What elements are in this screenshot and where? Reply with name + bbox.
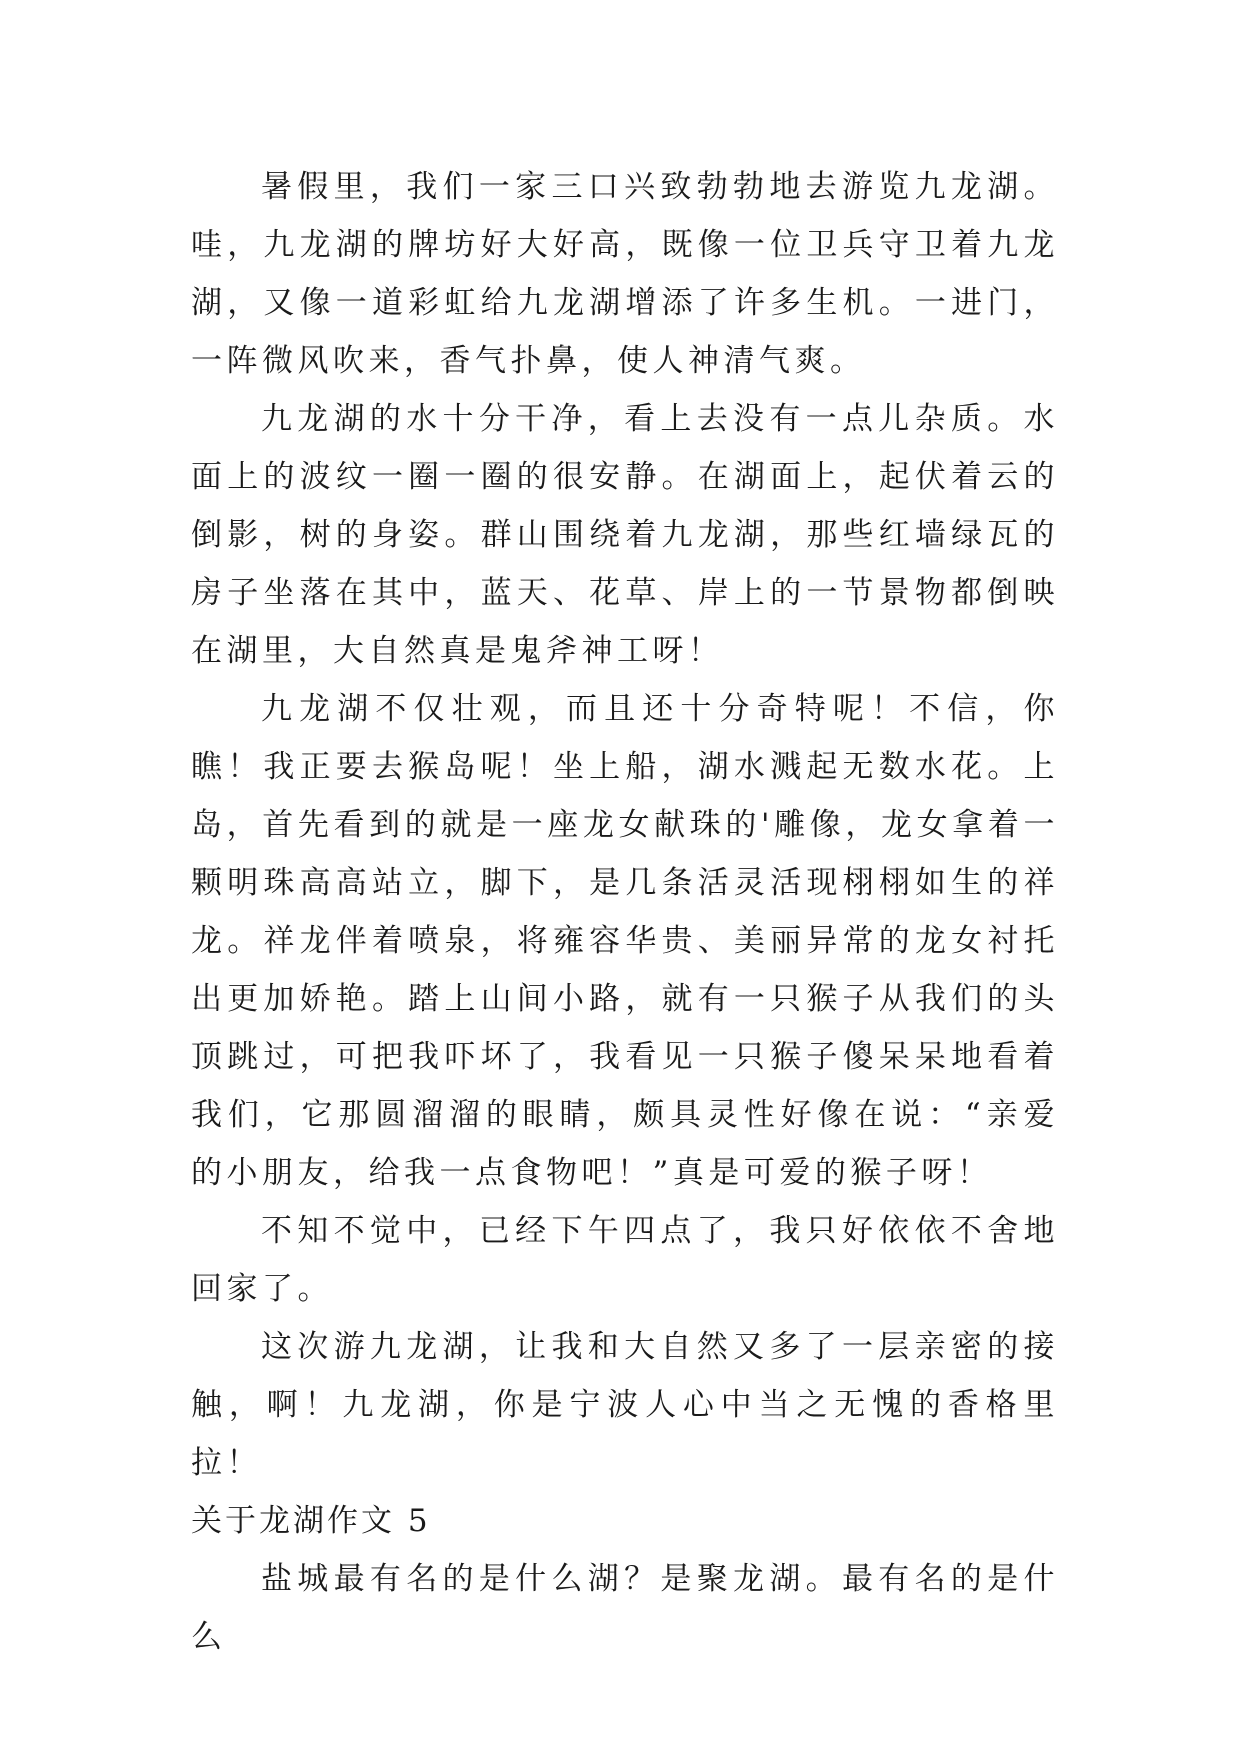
paragraph-lake-water: 九龙湖的水十分干净，看上去没有一点儿杂质。水面上的波纹一圈一圈的很安静。在湖面上，起伏着云的倒影，树的身姿。群山围绕着九龙湖，那些红墙绿瓦的房子坐落在其中，蓝天、花草、岸上的一节景物都倒映在湖里，大自然真是鬼斧神工呀！ (191, 401, 1059, 669)
paragraph-monkey-island: 九龙湖不仅壮观，而且还十分奇特呢！不信，你瞧！我正要去猴岛呢！坐上船，湖水溅起无数水花。上岛，首先看到的就是一座龙女献珠的'雕像，龙女拿着一颗明珠高高站立，脚下，是几条活灵活现栩栩如生的祥龙。祥龙伴着喷泉，将雍容华贵、美丽异常的龙女衬托出更加娇艳。踏上山间小路，就有一只猴子从我们的头顶跳过，可把我吓坏了，我看见一只猴子傻呆呆地看着我们，它那圆溜溜的眼睛，颇具灵性好像在说：“亲爱的小朋友，给我一点食物吧！”真是可爱的猴子呀！ (191, 691, 1059, 1191)
paragraph-going-home: 不知不觉中，已经下午四点了，我只好依依不舍地回家了。 (191, 1213, 1059, 1307)
paragraph-summer-trip: 暑假里，我们一家三口兴致勃勃地去游览九龙湖。哇，九龙湖的牌坊好大好高，既像一位卫兵守卫着九龙湖，又像一道彩虹给九龙湖增添了许多生机。一进门，一阵微风吹来，香气扑鼻，使人神清气爽。 (191, 169, 1059, 379)
document-body (191, 158, 1059, 1666)
paragraph-yancheng-lake: 盐城最有名的是什么湖？是聚龙湖。最有名的是什么 (191, 1561, 1059, 1655)
section-heading: 关于龙湖作文 5 (191, 1503, 431, 1539)
paragraph-conclusion: 这次游九龙湖，让我和大自然又多了一层亲密的接触，啊！九龙湖，你是宁波人心中当之无愧的香格里拉！ (191, 1329, 1059, 1481)
